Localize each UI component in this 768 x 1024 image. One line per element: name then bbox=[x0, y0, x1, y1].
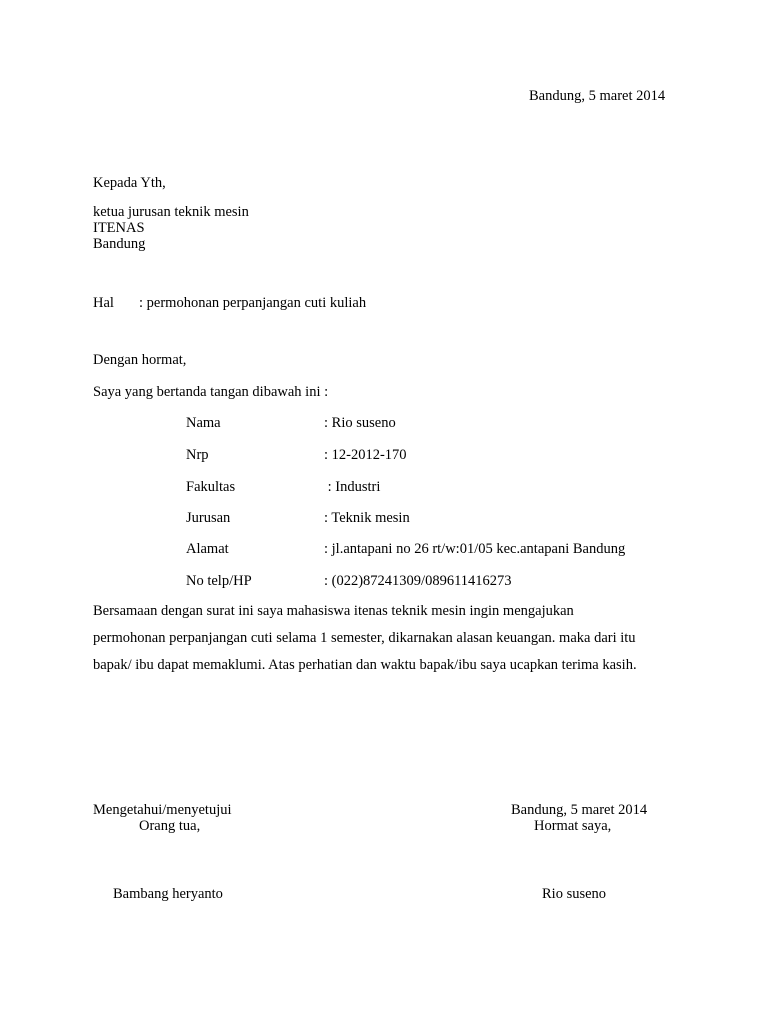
recipient-line-2: ITENAS bbox=[93, 220, 145, 236]
field-value-jurusan: : Teknik mesin bbox=[324, 510, 410, 526]
recipient-line-3: Bandung bbox=[93, 236, 146, 252]
field-value-fakultas: : Industri bbox=[324, 479, 381, 495]
field-label-alamat: Alamat bbox=[186, 541, 229, 557]
field-label-nrp: Nrp bbox=[186, 447, 209, 463]
body-line: permohonan perpanjangan cuti selama 1 semester, dikarnakan alasan keuangan. maka dari itu bbox=[93, 630, 636, 646]
salutation: Dengan hormat, bbox=[93, 352, 187, 368]
signature-left-name: Bambang heryanto bbox=[113, 886, 223, 902]
subject-text: : permohonan perpanjangan cuti kuliah bbox=[139, 295, 367, 311]
field-value-alamat: : jl.antapani no 26 rt/w:01/05 kec.antapani Bandung bbox=[324, 541, 626, 557]
signature-right-role: Hormat saya, bbox=[534, 818, 612, 834]
subject-label: Hal bbox=[93, 295, 114, 311]
field-value-no-telp: : (022)87241309/089611416273 bbox=[324, 573, 512, 589]
body-line: bapak/ ibu dapat memaklumi. Atas perhatian dan waktu bapak/ibu saya ucapkan terima kasih. bbox=[93, 657, 637, 673]
field-value-nrp: : 12-2012-170 bbox=[324, 447, 407, 463]
signature-left-role: Orang tua, bbox=[139, 818, 201, 834]
signature-left-heading: Mengetahui/menyetujui bbox=[93, 802, 232, 818]
recipient-line-1: ketua jurusan teknik mesin bbox=[93, 204, 249, 220]
field-label-nama: Nama bbox=[186, 415, 221, 431]
signature-right-heading: Bandung, 5 maret 2014 bbox=[511, 802, 648, 818]
body-paragraph bbox=[93, 603, 693, 684]
field-value-nama: : Rio suseno bbox=[324, 415, 396, 431]
signature-right-name: Rio suseno bbox=[542, 886, 607, 902]
field-label-fakultas: Fakultas bbox=[186, 479, 236, 495]
letter-date: Bandung, 5 maret 2014 bbox=[529, 88, 666, 104]
intro-line: Saya yang bertanda tangan dibawah ini : bbox=[93, 384, 329, 400]
field-label-jurusan: Jurusan bbox=[186, 510, 231, 526]
body-line: Bersamaan dengan surat ini saya mahasiswa itenas teknik mesin ingin mengajukan bbox=[93, 603, 574, 619]
field-label-no-telp: No telp/HP bbox=[186, 573, 252, 589]
recipient-greeting: Kepada Yth, bbox=[93, 175, 166, 191]
